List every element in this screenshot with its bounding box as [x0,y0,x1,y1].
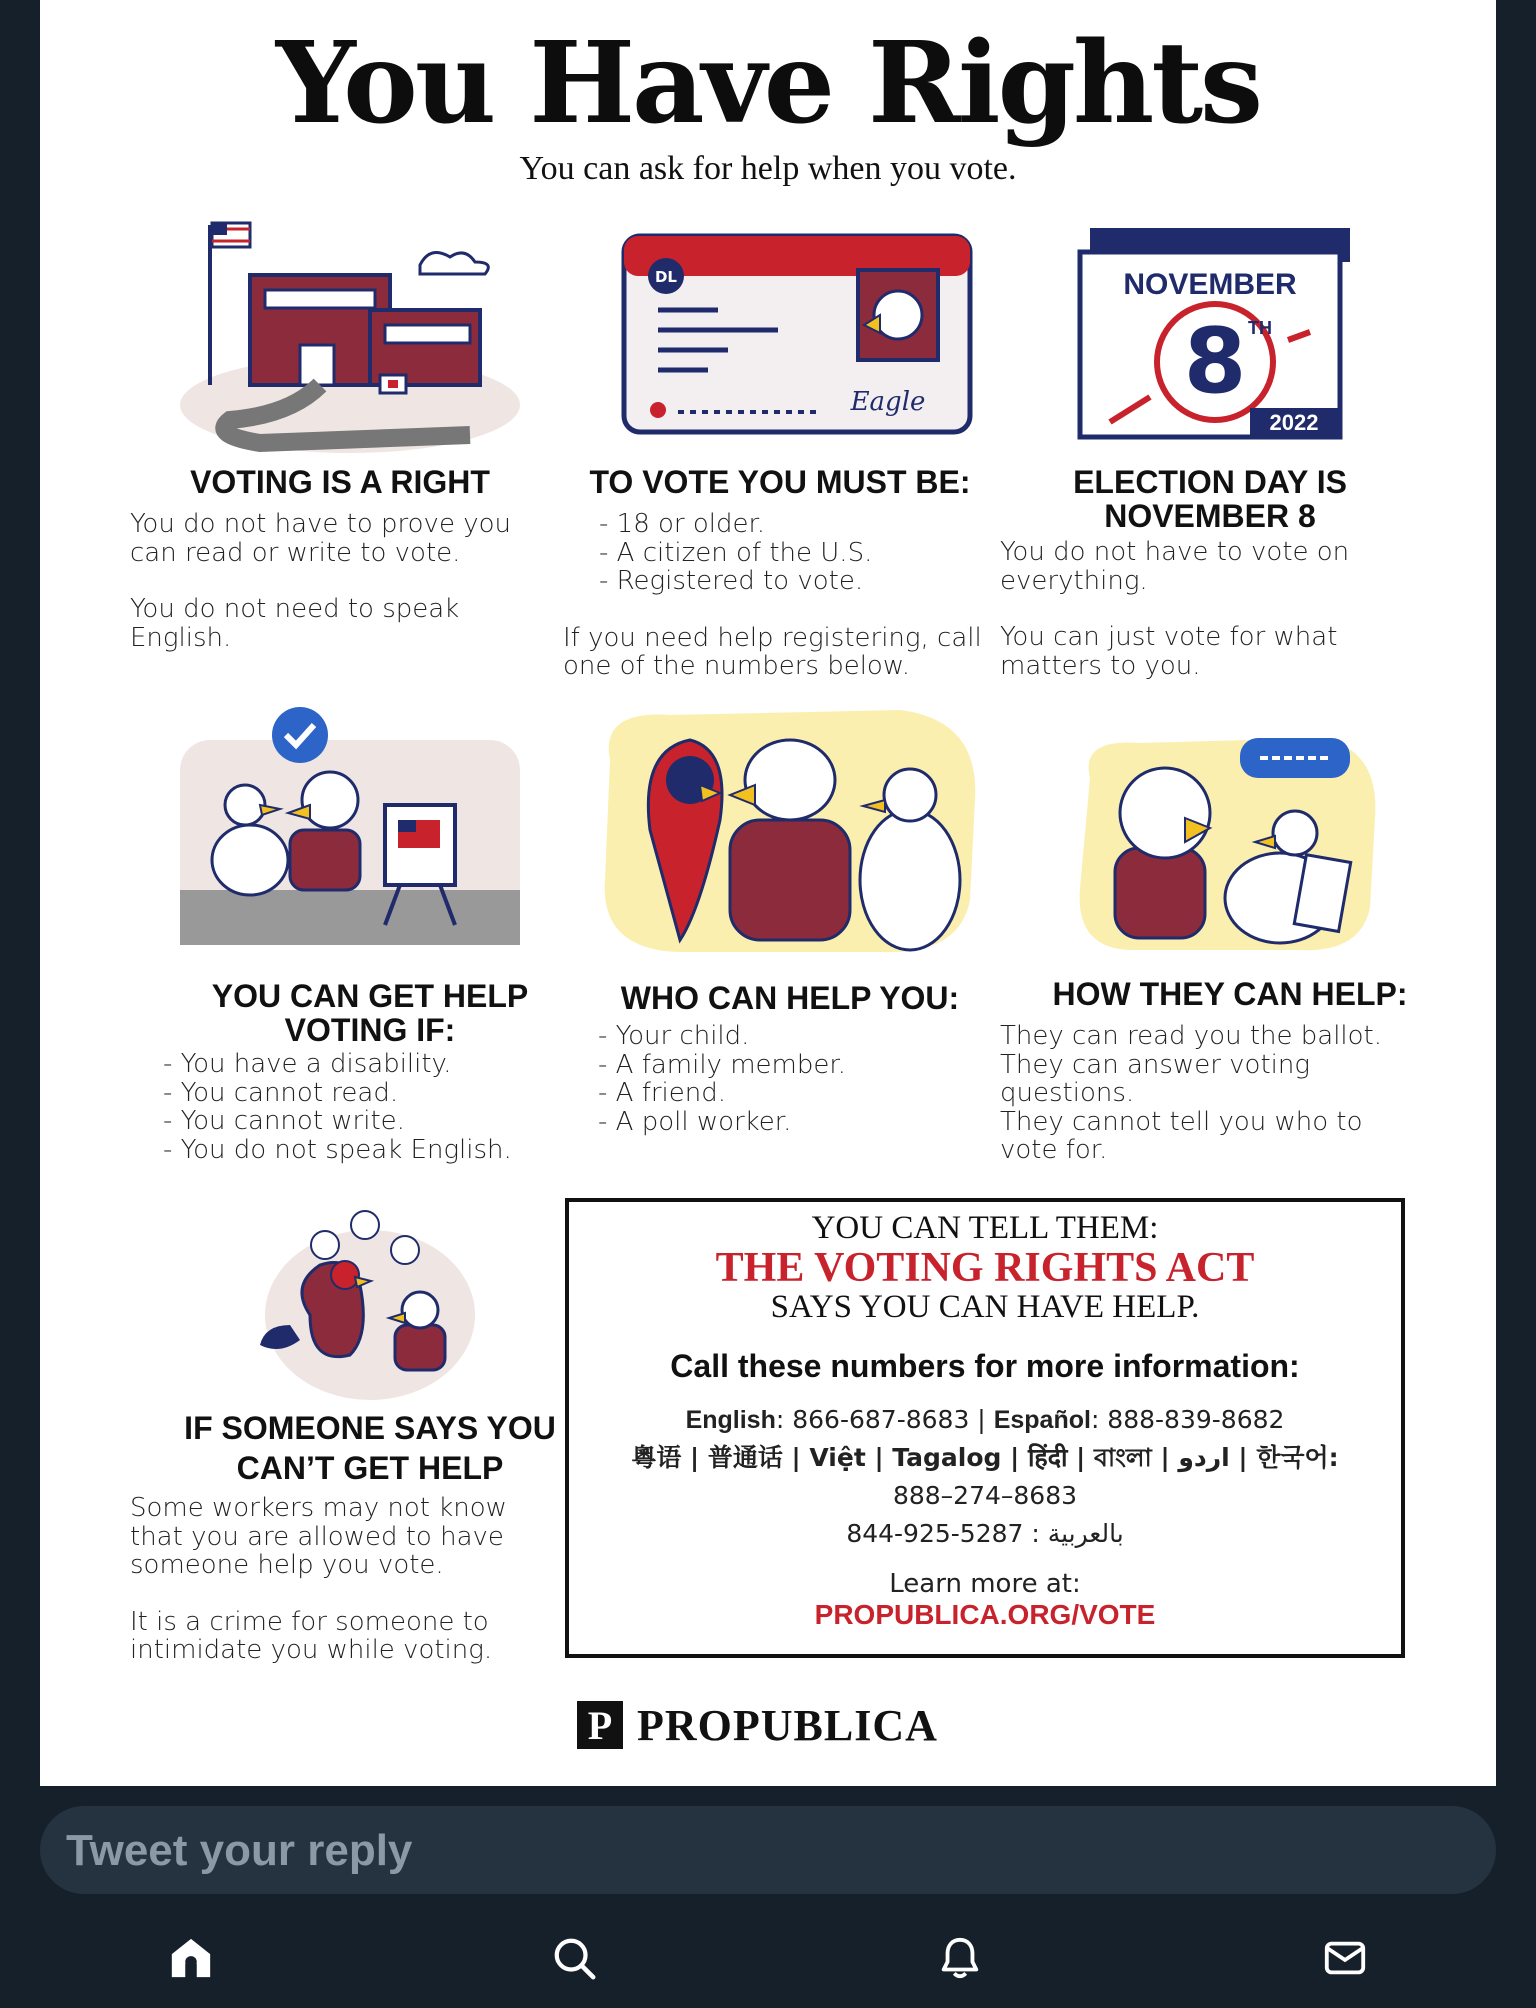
who-help-list [598,1022,998,1136]
nav-search[interactable] [544,1928,604,1988]
propublica-vote-link[interactable]: PROPUBLICA.ORG/VOTE [814,1599,1156,1630]
election-day-heading-line2: NOVEMBER 8 [1104,497,1316,534]
list-item: - A poll worker. [598,1106,792,1137]
voting-rights-act-callout [565,1198,1405,1658]
election-day-text [1000,538,1390,708]
propublica-mark-icon [575,1699,625,1751]
reply-bar[interactable] [40,1806,1496,1894]
languages-line: 粵语 | 普通话 | Việt | Tagalog | हिंदी | বাংলা | اردو | 한국어: [631,1443,1339,1472]
how-help-heading: HOW THEY CAN HELP: [1052,976,1408,1012]
nav-notifications[interactable] [930,1928,990,1988]
someone-says-heading-line2: CAN’T GET HELP [236,1450,504,1486]
spanish-label: Español [993,1406,1091,1434]
get-help-heading [160,980,580,1047]
polling-place-illustration [170,205,530,455]
arabic-line[interactable]: 844-925-5287 : بالعربية [846,1519,1124,1548]
get-help-heading-line2: VOTING IF: [284,1011,456,1048]
election-day-heading-line1: ELECTION DAY IS [1073,464,1347,500]
nav-home[interactable] [161,1928,221,1988]
id-card-illustration [618,230,978,440]
english-label: English [685,1406,776,1434]
list-item: - You cannot write. [163,1106,405,1137]
languages-number[interactable]: 888–274–8683 [892,1481,1078,1510]
list-item: - A friend. [598,1078,727,1109]
list-item: - Your child. [598,1021,750,1051]
must-be-heading: TO VOTE YOU MUST BE: [589,464,971,500]
election-day-p2: You can just vote for what matters to you. [1000,622,1338,681]
callout-line1: YOU CAN TELL THEM: [811,1210,1159,1246]
must-be-note: If you need help registering, call one of the numbers below. [563,622,982,682]
voting-right-p1: You do not have to prove you can read or write to vote. [130,509,511,568]
list-item: - You have a disability. [163,1049,452,1079]
list-item: - You do not speak English. [163,1134,512,1165]
someone-says-p2: It is a crime for someone to intimidate you while voting. [130,1606,493,1666]
someone-says-heading-line1: IF SOMEONE SAYS YOU [184,1410,556,1446]
list-item: - A family member. [598,1049,846,1080]
tweet-reply-input[interactable] [64,1806,1468,1896]
logo-text: PROPUBLICA [637,1700,938,1750]
logo-mark-letter: P [587,1703,613,1748]
voting-booth-helpers-illustration [170,700,530,950]
voting-rights-poster [40,0,1496,1786]
helpers-group-illustration [580,700,990,960]
search-icon [551,1935,597,1981]
callout-line3: SAYS YOU CAN HAVE HELP. [770,1289,1200,1325]
list-item: - Registered to vote. [599,566,864,597]
how-help-item: They can read you the ballot. [1000,1021,1383,1051]
list-item: - A citizen of the U.S. [599,537,873,568]
must-be-list [599,510,993,596]
voting-right-p2: You do not need to speak English. [130,594,460,653]
how-help-item: They can answer voting questions. [1000,1049,1310,1109]
spanish-number[interactable]: : 888-839-8682 [1090,1405,1285,1434]
calendar-month: NOVEMBER [1123,268,1297,301]
who-help-heading: WHO CAN HELP YOU: [620,980,960,1016]
intimidation-illustration [250,1205,490,1400]
calendar-illustration [1070,222,1360,447]
voting-right-text [130,510,550,680]
election-day-p1: You do not have to vote on everything. [1000,537,1350,596]
get-help-list [163,1050,583,1164]
propublica-logo [575,1697,938,1753]
nav-messages[interactable] [1315,1928,1375,1988]
election-day-heading [1000,466,1420,533]
get-help-heading-line1: YOU CAN GET HELP [211,978,529,1014]
home-icon [168,1935,214,1981]
someone-says-heading [140,1408,600,1488]
notifications-icon [937,1935,983,1981]
calendar-day: 8 [1183,309,1247,414]
how-help-text [1000,1022,1390,1165]
list-item: - You cannot read. [163,1077,399,1108]
id-signature: Eagle [850,387,926,417]
someone-says-text [130,1494,530,1693]
voting-right-heading: VOTING IS A RIGHT [190,464,490,500]
someone-says-p1: Some workers may not know that you are allowed to have someone help you vote. [130,1493,507,1581]
calendar-year: 2022 [1269,410,1319,435]
id-badge-text: DL [654,268,678,286]
reading-ballot-illustration [1060,718,1390,958]
separator: | [969,1405,994,1434]
list-item: - 18 or older. [599,509,766,539]
calendar-suffix: TH [1248,318,1272,338]
must-be-text [563,510,993,709]
english-number[interactable]: : 866-687-8683 [775,1405,970,1434]
callout-line2: THE VOTING RIGHTS ACT [715,1245,1255,1291]
learn-more-label: Learn more at: [889,1569,1081,1599]
messages-icon [1322,1935,1368,1981]
how-help-item: They cannot tell you who to vote for. [1000,1106,1363,1166]
poster-subtitle: You can ask for help when you vote. [519,150,1017,187]
phone-line-english-spanish [569,1401,1401,1439]
poster-title: You Have Rights [275,18,1261,149]
call-numbers-heading: Call these numbers for more information: [670,1348,1300,1384]
